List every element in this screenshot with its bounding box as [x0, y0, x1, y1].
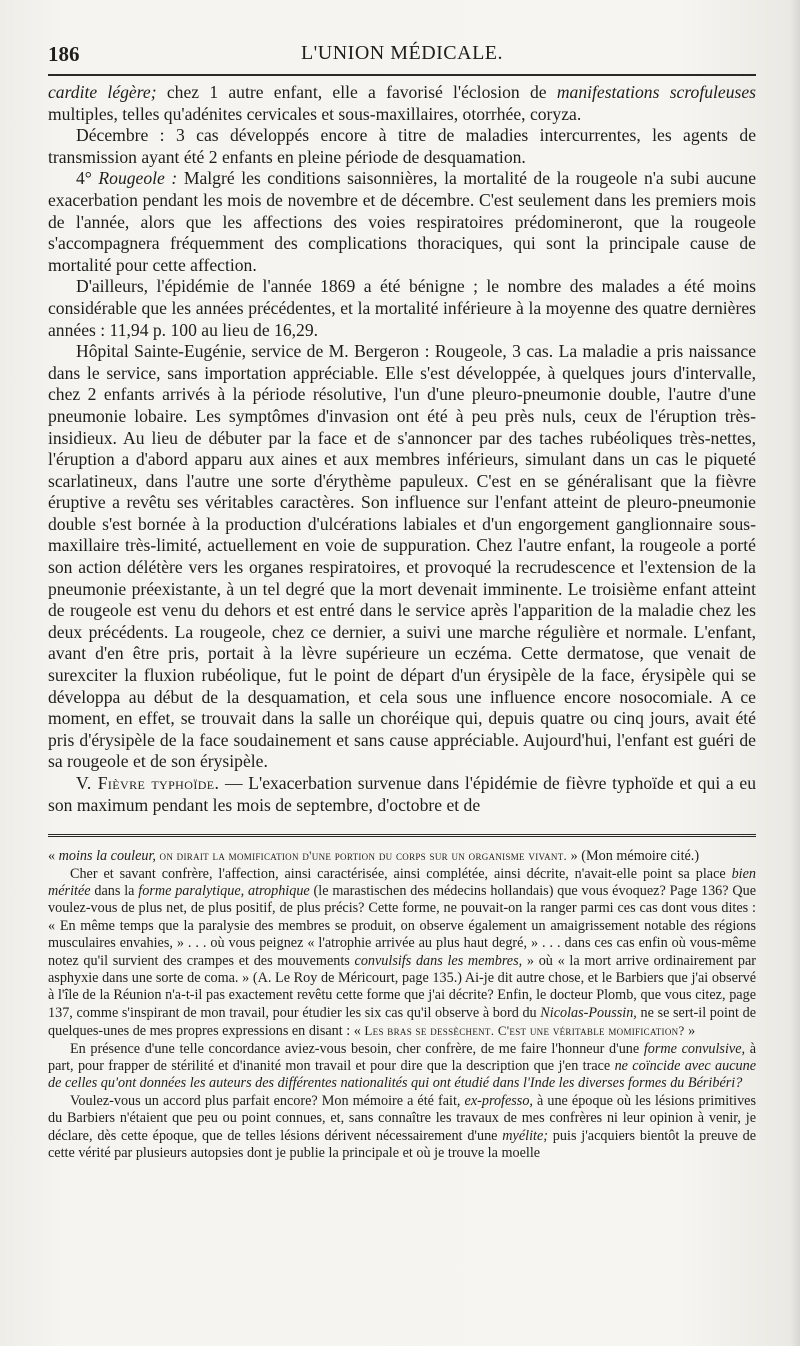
italic-text: forme convulsive,: [643, 1040, 746, 1057]
text-run: » (Mon mémoire cité.): [567, 848, 700, 865]
page-edge-shadow: [790, 0, 800, 1346]
italic-text: manifestations scrofuleuses: [556, 82, 757, 102]
paragraph-hopital-sainte-eugenie: Hôpital Sainte-Eugénie, service de M. Bergeron : Rougeole, 3 cas. La maladie a pris naissance dans le service, sans importation appréciable. Elle s'est développée, à quelques jours d'intervalle, chez 2 enfants arrivés à la période résolutive, l'un d'une pleuro-pneumonie double, l'autre d'une pneumonie lobaire. Les symptômes d'invasion ont été à peu près nuls, ceux de l'éruption très-insidieux. Au lieu de débuter par la face et de s'annoncer par des taches rubéoliques très-nettes, l'éruption a d'abord apparu aux aines et aux membres inférieurs, simulant dans un cas le piqueté scarlatineux, dans l'autre une sorte d'érythème papuleux. C'est en se généralisant que la fièvre éruptive a revêtu ses véritables caractères. Son influence sur l'enfant atteint de pleuro-pneumonie double s'est bornée à la production d'ulcérations labiales et d'un engorgement ganglionnaire sous-maxillaire très-limité, actuellement en voie de suppuration. Chez l'autre enfant, la rougeole a porté son action délétère vers les organes respiratoires, et provoqué la recrudescence et l'extension de la pneumonie préexistante, à un tel degré que la mort devenait imminente. Le troisième enfant atteint de rougeole est venu du dehors et est entré dans le service après l'apparition de la maladie chez les deux précédents. La rougeole, chez ce dernier, a suivi une marche régulière et normale. L'enfant, avant d'en être pris, portait à la lèvre supérieure un eczéma. Cette dermatose, que venait de surexciter la fluxion rubéolique, fut le point de départ d'un érysipèle de la face, érysipèle qui se développa au début de la desquamation, et cela sous une influence encore nosocomiale. A ce moment, en effet, se trouvait dans la salle un choréique qui, depuis quatre ou cinq jours, avait été pris d'érysipèle de la face soudainement et sans cause appréciable. Aujourd'hui, l'enfant est guéri de sa rougeole et de son érysipèle.: [48, 341, 756, 772]
header-rule: [48, 74, 756, 76]
text-run: à une époque où les lésions primitives du Barbiers n'étaient que peu ou point connues, et, sans connaître les travaux de mes confrères ni leur opinion à venir, je déclare, dès cette époque, que de telles lésions dérivent nécessairement d'une: [48, 1092, 756, 1144]
text-run: Malgré les conditions saisonnières, la mortalité de la rougeole n'a subi aucune exacerbation pendant les mois de novembre et de décembre. C'est seulement dans les premiers mois de l'année, alors que les affections des voies respiratoires prédomineront, que la rougeole s'accompagnera fréquemment des complications thoraciques, qui sont la principale cause de mortalité pour cette affection.: [48, 168, 757, 275]
footnote-paragraph-4: [48, 1093, 756, 1163]
italic-text: cardite légère;: [48, 82, 157, 102]
text-run: En présence d'une telle concordance aviez-vous besoin, cher confrère, de me faire l'honneur d'une: [70, 1040, 644, 1057]
text-run: multiples, telles qu'adénites cervicales et sous-maxillaires, otorrhée, coryza.: [48, 103, 582, 124]
italic-text: bien méritée: [48, 865, 756, 899]
text-run: «: [48, 848, 59, 865]
text-run: chez 1 autre enfant, elle a favorisé l'éclosion de: [156, 82, 557, 102]
text-run: puis j'acquiers bientôt la preuve de cette vérité par plusieurs autopsies dont je publie la principale et où je trouve la moelle: [48, 1127, 756, 1162]
italic-text: convulsifs dans les membres,: [354, 952, 523, 969]
small-caps-text: on dirait la momification d'une portion du corps sur un organisme vivant.: [155, 848, 568, 864]
paragraph-fievre-typhoide: [48, 773, 756, 816]
footnote-paragraph-2: [48, 866, 756, 1041]
italic-text: forme paralytique, atrophique: [138, 883, 310, 899]
text-run: (le marastischen des médecins hollandais) que vous évoquez? Page 136? Que voulez-vous de plus net, de plus positif, de plus précis? Cette forme, ne pouvait-on la ranger parmi ces cas dont vous dites : « En même temps que la paralysie des membres se produit, on observe également un amaigrissement notable des régions musculaires envahies, » . . . où vous peignez « l'atrophie arrivée au plus haut degré, » . . . dans ces cas enfin où vous-même notez qu'il survient des crampes et des mouvements: [48, 883, 757, 969]
italic-text: ex-professo,: [464, 1092, 533, 1109]
page-number: 186: [48, 42, 80, 66]
paragraph-cardite: [48, 82, 756, 125]
text-run: ne se sert-il point de quelques-unes de mes propres expressions en disant : «: [48, 1004, 757, 1040]
footnote-paragraph-1: [48, 847, 756, 865]
text-run: — L'exacerbation survenue dans l'épidémie de fièvre typhoïde et qui a eu son maximum pendant les mois de septembre, d'octobre et de: [48, 773, 756, 815]
section-heading: Rougeole :: [98, 168, 178, 189]
text-run: » où « la mort arrive ordinairement par asphyxie dans une sorte de coma. » (A. Le Roy de Méricourt, page 135.) Ai-je dit autre chose, et le Barbiers que j'ai observé à l'île de la Réunion n'a-t-il pas exactement revêtu cette forme que j'ai décrite? Enfin, le docteur Plomb, que vous citez, page 137, comme s'inspirant de mon travail, pour étudier les six cas qu'il observe à bord du: [48, 952, 756, 1021]
page-header: [48, 38, 756, 72]
italic-text: Nicolas-Poussin,: [540, 1004, 637, 1021]
italic-text: moins la couleur,: [58, 848, 156, 865]
footnote-rule: [48, 834, 756, 837]
paragraph-rougeole: [48, 168, 756, 276]
italic-text: ne coïncide avec aucune de celles qu'ont données les auteurs des différentes nationalités qui ont étudié dans l'Inde les diverses formes du Béribéri?: [48, 1058, 756, 1092]
section-heading: V. Fièvre typhoïde.: [76, 773, 220, 793]
text-run: dans la: [90, 883, 139, 899]
section-number: 4°: [76, 168, 99, 189]
main-text: [48, 82, 756, 816]
text-run: Voulez-vous un accord plus parfait encore? Mon mémoire a été fait,: [70, 1092, 465, 1109]
text-run: »: [684, 1023, 696, 1040]
italic-text: myélite;: [502, 1127, 548, 1144]
paragraph-decembre: Décembre : 3 cas développés encore à titre de maladies intercurrentes, les agents de transmission ayant été 2 enfants en pleine période de desquamation.: [48, 125, 756, 167]
text-run: à part, pour frapper de stérilité et d'inanité mon travail et pour dire que la description que j'en trace: [48, 1040, 756, 1075]
footnotes: [48, 847, 756, 1162]
small-caps-text: Les bras se dessèchent. C'est une véritable momification?: [364, 1023, 685, 1039]
running-title: L'UNION MÉDICALE.: [300, 42, 504, 64]
paragraph-epidemie-1869: D'ailleurs, l'épidémie de l'année 1869 a été bénigne ; le nombre des malades a été moins considérable que les années précédentes, et la mortalité inférieure à la moyenne des quatre dernières années : 11,94 p. 100 au lieu de 16,29.: [48, 276, 756, 340]
footnote-paragraph-3: [48, 1041, 756, 1093]
text-run: Cher et savant confrère, l'affection, ainsi caractérisée, ainsi complétée, ainsi décrite, n'avait-elle point sa place: [70, 865, 732, 882]
